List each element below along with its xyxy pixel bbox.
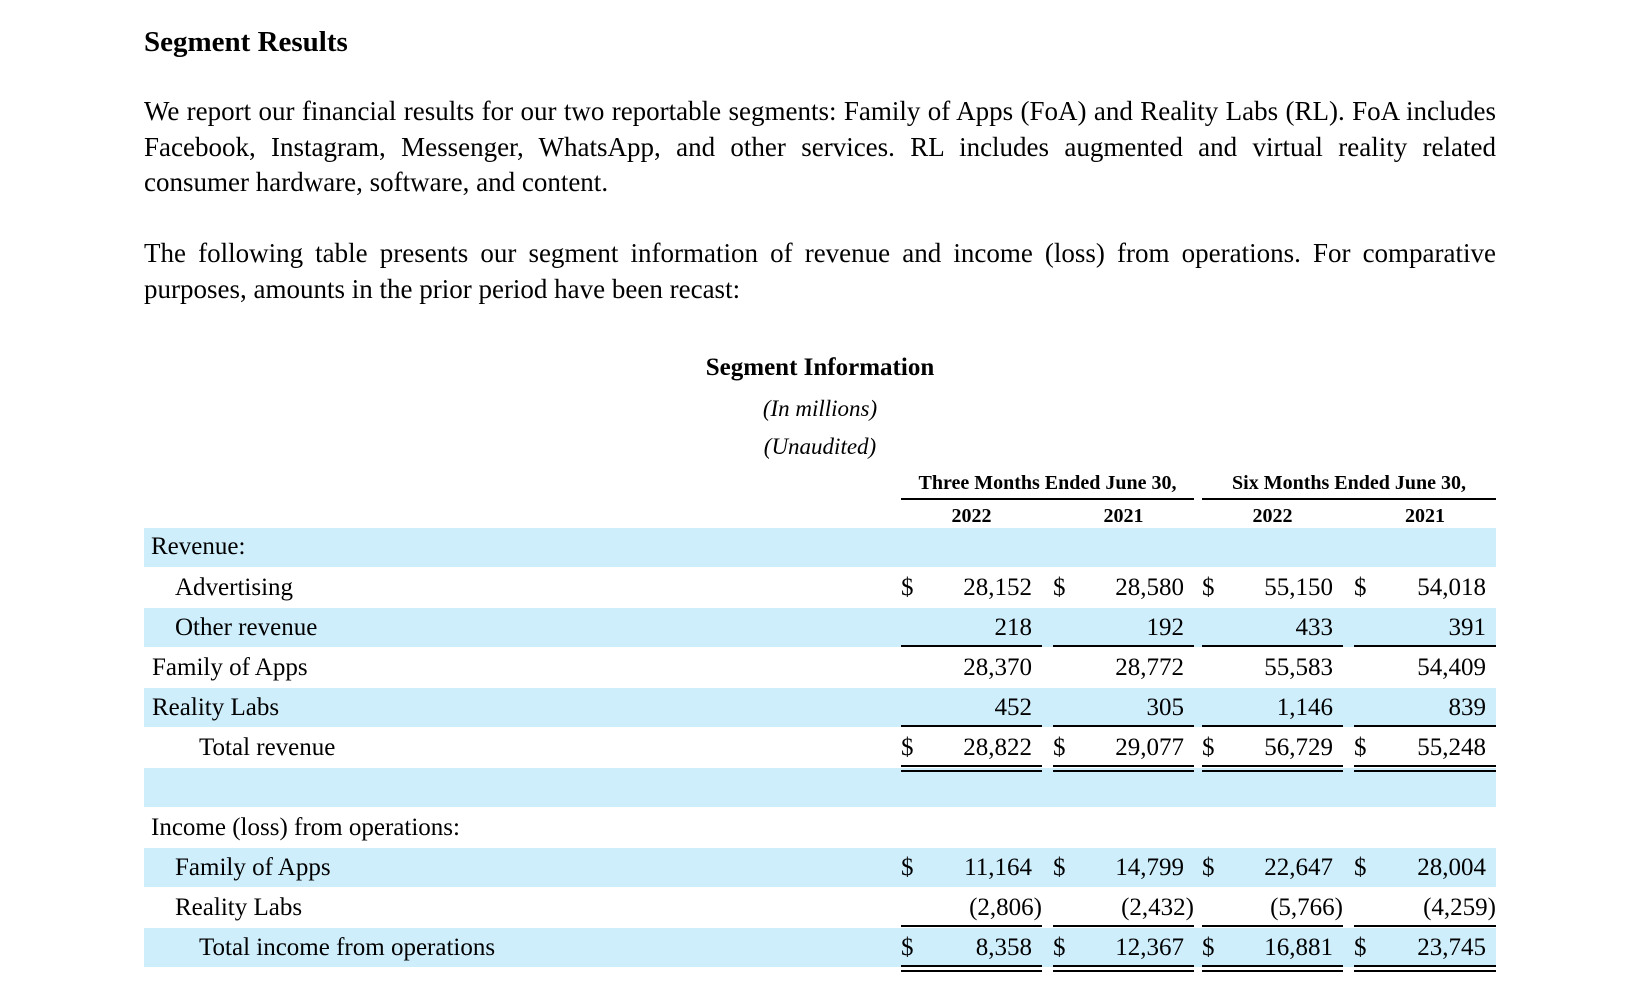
dollar-sign: $ bbox=[1354, 574, 1367, 601]
double-underline-total-income bbox=[1202, 965, 1343, 972]
value-income-family-of-apps-col0: 11,164 bbox=[964, 854, 1032, 881]
underline-income-reality-labs bbox=[1354, 925, 1496, 927]
value-income-family-of-apps-col2: 22,647 bbox=[1264, 854, 1333, 881]
row-band bbox=[144, 768, 1496, 807]
row-label-total-revenue: Total revenue bbox=[199, 734, 336, 761]
value-reality-labs-col0: 452 bbox=[994, 694, 1032, 721]
row-label-income-family-of-apps: Family of Apps bbox=[175, 854, 331, 881]
dollar-sign: $ bbox=[901, 934, 914, 961]
row-label-family-of-apps: Family of Apps bbox=[152, 654, 308, 681]
underline-other-revenue bbox=[1202, 645, 1343, 647]
value-total-income-col1: 12,367 bbox=[1115, 934, 1184, 961]
value-income-reality-labs-col3: (4,259) bbox=[1423, 894, 1496, 921]
value-income-reality-labs-col0: (2,806) bbox=[969, 894, 1042, 921]
row-label-total-income: Total income from operations bbox=[199, 934, 496, 961]
table-title: Segment Information bbox=[705, 354, 935, 381]
year-header-six-2022: 2022 bbox=[1202, 501, 1343, 533]
value-other-revenue-col1: 192 bbox=[1146, 614, 1184, 641]
value-total-revenue-col0: 28,822 bbox=[963, 734, 1032, 761]
underline-reality-labs bbox=[1354, 725, 1496, 727]
value-income-reality-labs-col1: (2,432) bbox=[1121, 894, 1194, 921]
six-months-header: Six Months Ended June 30, bbox=[1202, 468, 1496, 500]
dollar-sign: $ bbox=[901, 854, 914, 881]
dollar-sign: $ bbox=[1202, 854, 1215, 881]
value-total-income-col2: 16,881 bbox=[1264, 934, 1333, 961]
dollar-sign: $ bbox=[1053, 854, 1066, 881]
income-section-label: Income (loss) from operations: bbox=[151, 814, 460, 841]
underline-reality-labs bbox=[1202, 725, 1343, 727]
double-underline-total-income bbox=[1354, 965, 1496, 972]
value-family-of-apps-col2: 55,583 bbox=[1264, 654, 1333, 681]
value-reality-labs-col3: 839 bbox=[1448, 694, 1486, 721]
row-label-income-reality-labs: Reality Labs bbox=[175, 894, 303, 921]
table-audit-note: (Unaudited) bbox=[763, 434, 877, 459]
value-income-family-of-apps-col3: 28,004 bbox=[1417, 854, 1486, 881]
value-income-reality-labs-col2: (5,766) bbox=[1270, 894, 1343, 921]
underline-income-reality-labs bbox=[1202, 925, 1343, 927]
dollar-sign: $ bbox=[1053, 574, 1066, 601]
underline-income-reality-labs bbox=[1053, 925, 1194, 927]
value-advertising-col3: 54,018 bbox=[1417, 574, 1486, 601]
underline-reality-labs bbox=[901, 725, 1042, 727]
row-band bbox=[144, 528, 1496, 567]
dollar-sign: $ bbox=[1053, 734, 1066, 761]
double-underline-total-revenue bbox=[1053, 765, 1194, 772]
dollar-sign: $ bbox=[1202, 574, 1215, 601]
value-advertising-col2: 55,150 bbox=[1264, 574, 1333, 601]
value-family-of-apps-col0: 28,370 bbox=[963, 654, 1032, 681]
row-label-reality-labs: Reality Labs bbox=[152, 694, 280, 721]
underline-other-revenue bbox=[1354, 645, 1496, 647]
value-other-revenue-col3: 391 bbox=[1448, 614, 1486, 641]
table-intro-paragraph: The following table presents our segment information of revenue and income (loss) from operations. For comparative purposes, amounts in the prior period have been recast: bbox=[144, 238, 1496, 304]
double-underline-total-income bbox=[901, 965, 1042, 972]
three-months-header: Three Months Ended June 30, bbox=[901, 468, 1194, 500]
dollar-sign: $ bbox=[1202, 734, 1215, 761]
value-other-revenue-col0: 218 bbox=[994, 614, 1032, 641]
dollar-sign: $ bbox=[901, 574, 914, 601]
value-total-income-col0: 8,358 bbox=[975, 934, 1032, 961]
value-total-revenue-col3: 55,248 bbox=[1417, 734, 1486, 761]
year-header-three-2021: 2021 bbox=[1053, 501, 1194, 533]
value-total-income-col3: 23,745 bbox=[1417, 934, 1486, 961]
value-advertising-col0: 28,152 bbox=[963, 574, 1032, 601]
double-underline-total-revenue bbox=[1354, 765, 1496, 772]
year-header-six-2021: 2021 bbox=[1354, 501, 1496, 533]
underline-other-revenue bbox=[1053, 645, 1194, 647]
dollar-sign: $ bbox=[1354, 734, 1367, 761]
dollar-sign: $ bbox=[1053, 934, 1066, 961]
dollar-sign: $ bbox=[901, 734, 914, 761]
double-underline-total-revenue bbox=[1202, 765, 1343, 772]
underline-reality-labs bbox=[1053, 725, 1194, 727]
double-underline-total-revenue bbox=[901, 765, 1042, 772]
row-label-advertising: Advertising bbox=[175, 574, 294, 601]
value-family-of-apps-col3: 54,409 bbox=[1417, 654, 1486, 681]
intro-paragraph: We report our financial results for our two reportable segments: Family of Apps (FoA) and Reality Labs (RL). FoA includes Facebook, Instagram, Messenger, WhatsApp, and other services. RL includes augmented and virtual reality related consumer hardware, software, and content. bbox=[144, 96, 1496, 197]
dollar-sign: $ bbox=[1354, 934, 1367, 961]
underline-other-revenue bbox=[901, 645, 1042, 647]
revenue-section-label: Revenue: bbox=[151, 533, 246, 560]
year-header-three-2022: 2022 bbox=[901, 501, 1042, 533]
dollar-sign: $ bbox=[1202, 934, 1215, 961]
value-total-revenue-col1: 29,077 bbox=[1115, 734, 1184, 761]
value-other-revenue-col2: 433 bbox=[1295, 614, 1333, 641]
value-reality-labs-col1: 305 bbox=[1146, 694, 1184, 721]
dollar-sign: $ bbox=[1354, 854, 1367, 881]
section-heading: Segment Results bbox=[144, 26, 348, 58]
value-family-of-apps-col1: 28,772 bbox=[1115, 654, 1184, 681]
row-label-other-revenue: Other revenue bbox=[175, 614, 318, 641]
underline-income-reality-labs bbox=[901, 925, 1042, 927]
value-reality-labs-col2: 1,146 bbox=[1276, 694, 1333, 721]
value-total-revenue-col2: 56,729 bbox=[1264, 734, 1333, 761]
value-advertising-col1: 28,580 bbox=[1115, 574, 1184, 601]
table-units: (In millions) bbox=[762, 396, 878, 421]
value-income-family-of-apps-col1: 14,799 bbox=[1115, 854, 1184, 881]
double-underline-total-income bbox=[1053, 965, 1194, 972]
